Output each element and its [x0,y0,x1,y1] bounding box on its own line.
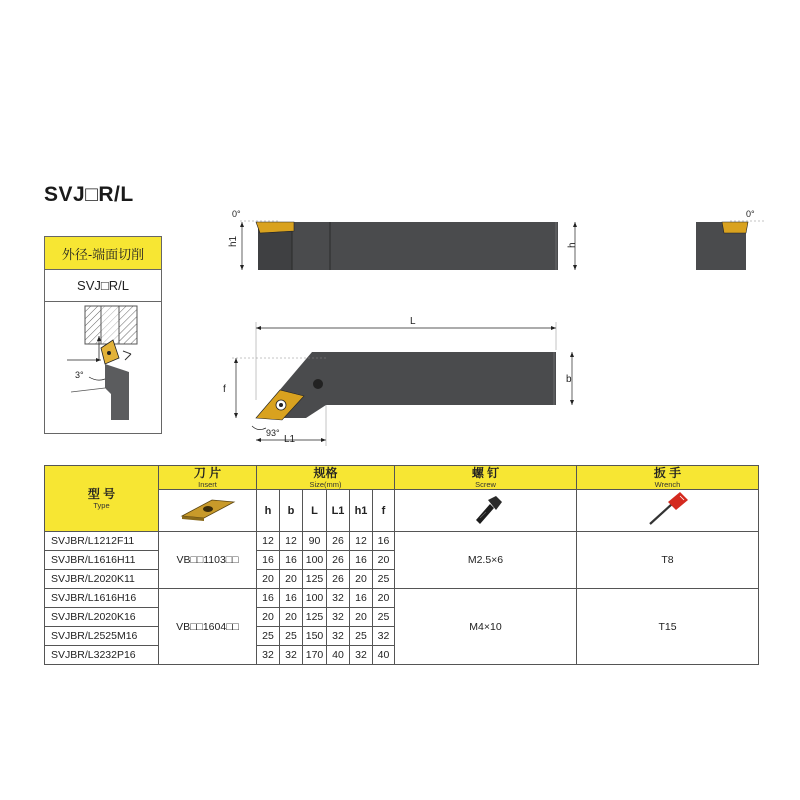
f-dimension-label: f [223,384,226,395]
h-dimension-label: h [567,242,578,248]
size-col-L: L [303,490,327,532]
cell-f: 40 [373,646,395,665]
cell-h1: 20 [350,608,373,627]
cell-h1: 25 [350,627,373,646]
table-row: SVJBR/L2525M16 [45,627,159,646]
table-row: SVJBR/L3232P16 [45,646,159,665]
table-row: SVJBR/L1212F11 [45,532,159,551]
insert-end [722,222,748,233]
wrench-image [577,490,759,532]
cell-L: 90 [303,532,327,551]
cell-f: 16 [373,532,395,551]
screw-header: 螺 钉 Screw [395,466,577,490]
cell-f: 32 [373,627,395,646]
tool-code-label: SVJ□R/L [45,270,161,302]
page-title: SVJ□R/L [44,183,134,206]
L1-dimension-label: L1 [284,434,296,445]
cell-L1: 26 [327,570,350,589]
size-col-L1: L1 [327,490,350,532]
cell-h: 20 [257,570,280,589]
screw-image [395,490,577,532]
end-view-drawing [690,205,770,275]
cell-L: 150 [303,627,327,646]
cell-L: 125 [303,608,327,627]
end-rake-angle-label: 0° [746,209,755,219]
insert-cell: VB□□1604□□ [159,589,257,665]
cell-L1: 26 [327,551,350,570]
operation-card [44,236,162,434]
cell-h: 12 [257,532,280,551]
size-col-f: f [373,490,395,532]
cell-f: 20 [373,589,395,608]
insert-cell: VB□□1103□□ [159,532,257,589]
cell-b: 25 [280,627,303,646]
tool-shank-top [326,352,556,405]
approach-angle-label: 93° [266,428,280,438]
wrench-cell: T8 [577,532,759,589]
cell-L1: 32 [327,627,350,646]
cell-h1: 32 [350,646,373,665]
wrench-header: 扳 手 Wrench [577,466,759,490]
cell-h: 16 [257,551,280,570]
table-row: SVJBR/L1616H11 [45,551,159,570]
cell-f: 25 [373,570,395,589]
screw-icon [466,492,506,526]
cell-h: 25 [257,627,280,646]
cell-L: 170 [303,646,327,665]
cell-h1: 16 [350,589,373,608]
cell-b: 32 [280,646,303,665]
cell-b: 20 [280,570,303,589]
top-view-drawing [220,310,590,450]
tool-shank-side [258,222,558,270]
cell-L1: 26 [327,532,350,551]
cell-h1: 16 [350,551,373,570]
spec-table [44,465,759,665]
insert-icon [178,496,238,522]
size-col-h1: h1 [350,490,373,532]
cell-L1: 32 [327,608,350,627]
insert-image [159,490,257,532]
insert-header: 刀 片 Insert [159,466,257,490]
wrench-icon [646,490,690,528]
size-header: 规格 Size(mm) [257,466,395,490]
cell-f: 20 [373,551,395,570]
table-row: SVJBR/L2020K16 [45,608,159,627]
cell-h1: 20 [350,570,373,589]
type-header: 型 号 Type [45,466,159,532]
cell-f: 25 [373,608,395,627]
size-col-b: b [280,490,303,532]
b-dimension-label: b [566,374,572,385]
cell-h: 32 [257,646,280,665]
cell-b: 20 [280,608,303,627]
screw-cell: M2.5×6 [395,532,577,589]
operation-label: 外径-端面切削 [45,237,161,270]
rake-angle-label: 0° [232,209,241,219]
cell-b: 16 [280,551,303,570]
lead-angle-label: 3° [75,370,84,380]
cell-h: 20 [257,608,280,627]
insert-side [256,222,294,233]
cell-h1: 12 [350,532,373,551]
h1-dimension-label: h1 [228,235,239,247]
cell-b: 12 [280,532,303,551]
side-view-drawing [220,205,590,285]
table-row: SVJBR/L2020K11 [45,570,159,589]
table-row: SVJBR/L1616H16 [45,589,159,608]
wrench-cell: T15 [577,589,759,665]
application-figure [45,302,161,433]
cell-L1: 32 [327,589,350,608]
cell-L: 100 [303,589,327,608]
L-dimension-label: L [410,316,416,327]
cell-L1: 40 [327,646,350,665]
screw-cell: M4×10 [395,589,577,665]
cell-L: 100 [303,551,327,570]
cell-b: 16 [280,589,303,608]
size-col-h: h [257,490,280,532]
cell-h: 16 [257,589,280,608]
cell-L: 125 [303,570,327,589]
